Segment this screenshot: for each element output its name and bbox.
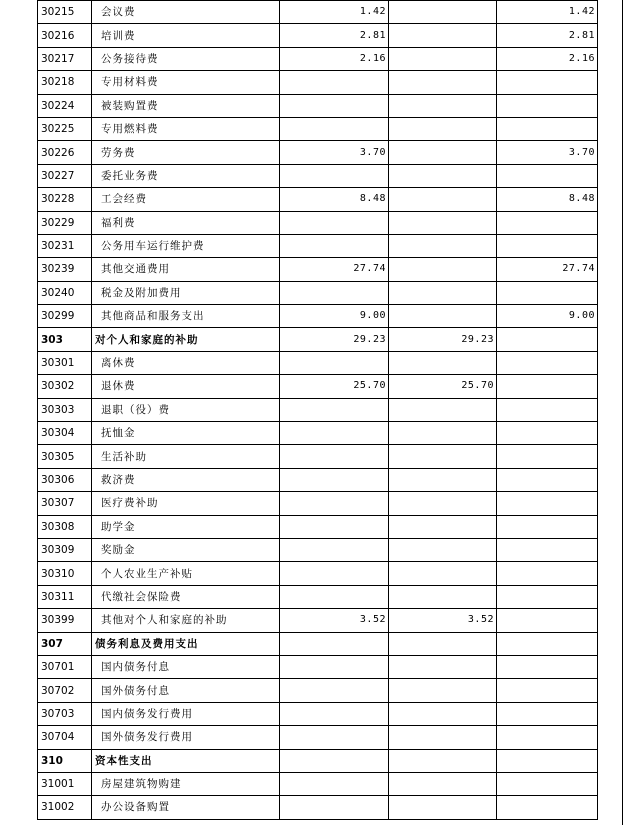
total-amount-cell	[280, 538, 389, 561]
project-expenditure-cell	[497, 422, 598, 445]
total-amount-cell	[280, 726, 389, 749]
economic-code-cell: 30305	[38, 445, 92, 468]
total-amount-cell: 8.48	[280, 188, 389, 211]
table-row	[38, 749, 598, 772]
table-row	[38, 772, 598, 795]
table-row	[38, 562, 598, 585]
table-row	[38, 726, 598, 749]
project-expenditure-cell	[497, 375, 598, 398]
project-expenditure-cell	[497, 398, 598, 421]
total-amount-cell	[280, 772, 389, 795]
basic-expenditure-cell	[389, 679, 497, 702]
economic-code-cell: 30229	[38, 211, 92, 234]
table-row	[38, 281, 598, 304]
economic-code-cell: 30303	[38, 398, 92, 421]
basic-expenditure-cell	[389, 211, 497, 234]
project-expenditure-cell	[497, 94, 598, 117]
total-amount-cell: 2.16	[280, 47, 389, 70]
item-name-cell: 离休费	[92, 351, 280, 374]
basic-expenditure-cell	[389, 422, 497, 445]
project-expenditure-cell	[497, 281, 598, 304]
table-row	[38, 71, 598, 94]
economic-code-cell: 31001	[38, 772, 92, 795]
item-name-cell: 其他对个人和家庭的补助	[92, 609, 280, 632]
economic-code-cell: 303	[38, 328, 92, 351]
basic-expenditure-cell	[389, 726, 497, 749]
item-name-cell: 劳务费	[92, 141, 280, 164]
item-name-cell: 对个人和家庭的补助	[92, 328, 280, 351]
item-name-cell: 公务用车运行维护费	[92, 234, 280, 257]
project-expenditure-cell: 2.81	[497, 24, 598, 47]
total-amount-cell	[280, 117, 389, 140]
total-amount-cell	[280, 164, 389, 187]
economic-code-cell: 30240	[38, 281, 92, 304]
economic-code-cell: 30226	[38, 141, 92, 164]
item-name-cell: 退休费	[92, 375, 280, 398]
item-name-cell: 国内债务发行费用	[92, 702, 280, 725]
total-amount-cell: 3.70	[280, 141, 389, 164]
project-expenditure-cell: 3.70	[497, 141, 598, 164]
basic-expenditure-cell	[389, 305, 497, 328]
project-expenditure-cell	[497, 562, 598, 585]
basic-expenditure-cell	[389, 258, 497, 281]
table-row	[38, 234, 598, 257]
table-row	[38, 211, 598, 234]
table-row	[38, 445, 598, 468]
table-row	[38, 609, 598, 632]
basic-expenditure-cell	[389, 188, 497, 211]
economic-code-cell: 30299	[38, 305, 92, 328]
economic-code-cell: 30239	[38, 258, 92, 281]
basic-expenditure-cell	[389, 562, 497, 585]
economic-code-cell: 30304	[38, 422, 92, 445]
economic-code-cell: 30701	[38, 655, 92, 678]
basic-expenditure-cell	[389, 164, 497, 187]
project-expenditure-cell	[497, 117, 598, 140]
basic-expenditure-cell	[389, 117, 497, 140]
basic-expenditure-cell: 29.23	[389, 328, 497, 351]
total-amount-cell	[280, 468, 389, 491]
basic-expenditure-cell	[389, 796, 497, 819]
project-expenditure-cell: 27.74	[497, 258, 598, 281]
basic-expenditure-cell	[389, 538, 497, 561]
economic-code-cell: 30227	[38, 164, 92, 187]
table-row	[38, 632, 598, 655]
economic-code-cell: 30216	[38, 24, 92, 47]
total-amount-cell: 25.70	[280, 375, 389, 398]
item-name-cell: 债务利息及费用支出	[92, 632, 280, 655]
economic-code-cell: 30228	[38, 188, 92, 211]
basic-expenditure-cell	[389, 398, 497, 421]
basic-expenditure-cell	[389, 702, 497, 725]
item-name-cell: 救济费	[92, 468, 280, 491]
economic-code-cell: 30704	[38, 726, 92, 749]
table-row	[38, 679, 598, 702]
item-name-cell: 其他商品和服务支出	[92, 305, 280, 328]
economic-code-cell: 307	[38, 632, 92, 655]
total-amount-cell: 9.00	[280, 305, 389, 328]
economic-code-cell: 30308	[38, 515, 92, 538]
table-row	[38, 351, 598, 374]
project-expenditure-cell	[497, 796, 598, 819]
economic-code-cell: 30311	[38, 585, 92, 608]
item-name-cell: 办公设备购置	[92, 796, 280, 819]
basic-expenditure-cell	[389, 585, 497, 608]
item-name-cell: 退职（役）费	[92, 398, 280, 421]
expenditure-table-body	[38, 1, 598, 820]
project-expenditure-cell	[497, 655, 598, 678]
item-name-cell: 医疗费补助	[92, 492, 280, 515]
item-name-cell: 委托业务费	[92, 164, 280, 187]
economic-code-cell: 30703	[38, 702, 92, 725]
table-row	[38, 117, 598, 140]
project-expenditure-cell	[497, 702, 598, 725]
item-name-cell: 其他交通费用	[92, 258, 280, 281]
table-row	[38, 468, 598, 491]
item-name-cell: 奖励金	[92, 538, 280, 561]
economic-code-cell: 30217	[38, 47, 92, 70]
economic-code-cell: 30309	[38, 538, 92, 561]
table-row	[38, 515, 598, 538]
economic-code-cell: 30399	[38, 609, 92, 632]
project-expenditure-cell	[497, 468, 598, 491]
table-row	[38, 94, 598, 117]
item-name-cell: 被装购置费	[92, 94, 280, 117]
basic-expenditure-cell	[389, 655, 497, 678]
item-name-cell: 税金及附加费用	[92, 281, 280, 304]
total-amount-cell	[280, 562, 389, 585]
item-name-cell: 会议费	[92, 1, 280, 24]
table-row	[38, 305, 598, 328]
table-row	[38, 796, 598, 819]
project-expenditure-cell	[497, 632, 598, 655]
item-name-cell: 专用燃料费	[92, 117, 280, 140]
item-name-cell: 房屋建筑物购建	[92, 772, 280, 795]
table-row	[38, 492, 598, 515]
item-name-cell: 公务接待费	[92, 47, 280, 70]
project-expenditure-cell: 8.48	[497, 188, 598, 211]
basic-expenditure-cell	[389, 445, 497, 468]
basic-expenditure-cell	[389, 47, 497, 70]
basic-expenditure-cell	[389, 351, 497, 374]
project-expenditure-cell	[497, 538, 598, 561]
project-expenditure-cell	[497, 351, 598, 374]
total-amount-cell	[280, 94, 389, 117]
item-name-cell: 生活补助	[92, 445, 280, 468]
table-row	[38, 24, 598, 47]
table-row	[38, 422, 598, 445]
project-expenditure-cell	[497, 445, 598, 468]
basic-expenditure-cell: 25.70	[389, 375, 497, 398]
item-name-cell: 福利费	[92, 211, 280, 234]
total-amount-cell	[280, 398, 389, 421]
basic-expenditure-cell	[389, 749, 497, 772]
total-amount-cell	[280, 281, 389, 304]
item-name-cell: 抚恤金	[92, 422, 280, 445]
total-amount-cell	[280, 492, 389, 515]
expenditure-table	[37, 0, 598, 820]
total-amount-cell	[280, 351, 389, 374]
project-expenditure-cell	[497, 234, 598, 257]
table-row	[38, 141, 598, 164]
project-expenditure-cell	[497, 749, 598, 772]
total-amount-cell	[280, 702, 389, 725]
total-amount-cell	[280, 632, 389, 655]
page-edge-rule	[622, 0, 623, 825]
economic-code-cell: 30306	[38, 468, 92, 491]
total-amount-cell	[280, 71, 389, 94]
project-expenditure-cell: 2.16	[497, 47, 598, 70]
economic-code-cell: 30225	[38, 117, 92, 140]
economic-code-cell: 31002	[38, 796, 92, 819]
project-expenditure-cell	[497, 515, 598, 538]
total-amount-cell	[280, 422, 389, 445]
economic-code-cell: 30215	[38, 1, 92, 24]
item-name-cell: 培训费	[92, 24, 280, 47]
total-amount-cell	[280, 679, 389, 702]
table-row	[38, 188, 598, 211]
economic-code-cell: 30702	[38, 679, 92, 702]
table-row	[38, 538, 598, 561]
total-amount-cell: 2.81	[280, 24, 389, 47]
economic-code-cell: 30307	[38, 492, 92, 515]
basic-expenditure-cell	[389, 632, 497, 655]
table-row	[38, 655, 598, 678]
project-expenditure-cell: 9.00	[497, 305, 598, 328]
economic-code-cell: 30224	[38, 94, 92, 117]
item-name-cell: 代缴社会保险费	[92, 585, 280, 608]
economic-code-cell: 310	[38, 749, 92, 772]
total-amount-cell	[280, 211, 389, 234]
table-row	[38, 585, 598, 608]
table-row	[38, 258, 598, 281]
economic-code-cell: 30218	[38, 71, 92, 94]
economic-code-cell: 30310	[38, 562, 92, 585]
project-expenditure-cell	[497, 164, 598, 187]
item-name-cell: 个人农业生产补贴	[92, 562, 280, 585]
item-name-cell: 助学金	[92, 515, 280, 538]
table-row	[38, 164, 598, 187]
basic-expenditure-cell	[389, 515, 497, 538]
table-row	[38, 398, 598, 421]
total-amount-cell	[280, 655, 389, 678]
total-amount-cell	[280, 445, 389, 468]
item-name-cell: 国内债务付息	[92, 655, 280, 678]
expenditure-table-sheet	[37, 0, 598, 820]
basic-expenditure-cell	[389, 281, 497, 304]
basic-expenditure-cell	[389, 468, 497, 491]
basic-expenditure-cell	[389, 1, 497, 24]
total-amount-cell: 1.42	[280, 1, 389, 24]
project-expenditure-cell	[497, 71, 598, 94]
project-expenditure-cell	[497, 492, 598, 515]
basic-expenditure-cell	[389, 234, 497, 257]
project-expenditure-cell	[497, 585, 598, 608]
table-row	[38, 702, 598, 725]
table-row	[38, 328, 598, 351]
total-amount-cell: 29.23	[280, 328, 389, 351]
basic-expenditure-cell	[389, 141, 497, 164]
item-name-cell: 国外债务付息	[92, 679, 280, 702]
project-expenditure-cell	[497, 726, 598, 749]
total-amount-cell	[280, 234, 389, 257]
table-row	[38, 47, 598, 70]
basic-expenditure-cell	[389, 24, 497, 47]
basic-expenditure-cell: 3.52	[389, 609, 497, 632]
item-name-cell: 专用材料费	[92, 71, 280, 94]
table-row	[38, 375, 598, 398]
total-amount-cell	[280, 585, 389, 608]
project-expenditure-cell	[497, 211, 598, 234]
project-expenditure-cell	[497, 609, 598, 632]
item-name-cell: 工会经费	[92, 188, 280, 211]
basic-expenditure-cell	[389, 71, 497, 94]
economic-code-cell: 30301	[38, 351, 92, 374]
table-row	[38, 1, 598, 24]
total-amount-cell	[280, 796, 389, 819]
basic-expenditure-cell	[389, 94, 497, 117]
total-amount-cell: 27.74	[280, 258, 389, 281]
item-name-cell: 资本性支出	[92, 749, 280, 772]
project-expenditure-cell	[497, 679, 598, 702]
item-name-cell: 国外债务发行费用	[92, 726, 280, 749]
total-amount-cell: 3.52	[280, 609, 389, 632]
project-expenditure-cell	[497, 772, 598, 795]
total-amount-cell	[280, 515, 389, 538]
economic-code-cell: 30302	[38, 375, 92, 398]
project-expenditure-cell: 1.42	[497, 1, 598, 24]
total-amount-cell	[280, 749, 389, 772]
economic-code-cell: 30231	[38, 234, 92, 257]
basic-expenditure-cell	[389, 772, 497, 795]
basic-expenditure-cell	[389, 492, 497, 515]
project-expenditure-cell	[497, 328, 598, 351]
